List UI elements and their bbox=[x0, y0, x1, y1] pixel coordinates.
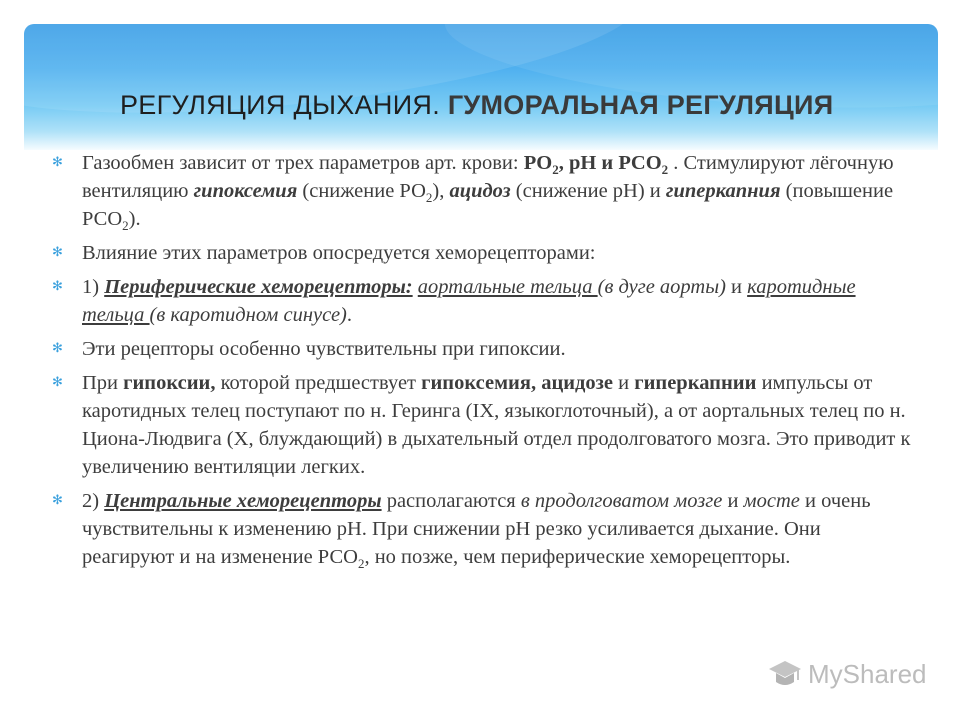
title-part2: ГУМОРАЛЬНАЯ РЕГУЛЯЦИЯ bbox=[447, 90, 834, 120]
text-run: (снижение рН) и bbox=[510, 180, 666, 202]
bullet-item bbox=[52, 273, 912, 329]
text-run: (снижение РО bbox=[297, 180, 426, 202]
term: Периферические хеморецепторы: bbox=[104, 276, 413, 298]
text-run: 2) bbox=[82, 490, 105, 512]
text-run: При bbox=[82, 372, 124, 394]
term: гиперкапния bbox=[665, 180, 781, 202]
text-run: ). bbox=[128, 208, 141, 230]
text-run: 1) bbox=[82, 276, 105, 298]
text-run: Газообмен зависит от трех параметров арт. крови: bbox=[82, 152, 524, 174]
text-run: . Стимулируют лёгочную вентиляцию bbox=[82, 152, 894, 202]
title-banner bbox=[24, 24, 938, 150]
slide-title bbox=[120, 90, 833, 121]
text-run: Эти рецепторы особенно чувствительны при гипоксии. bbox=[82, 338, 566, 360]
text-run: ), bbox=[432, 180, 450, 202]
term: гипоксии, bbox=[123, 372, 216, 394]
text-run: располагаются bbox=[381, 490, 521, 512]
term: ацидоз bbox=[449, 180, 511, 202]
bullet-item bbox=[52, 239, 912, 267]
text-run: PO bbox=[523, 152, 553, 174]
subscript: 2 bbox=[425, 190, 433, 206]
subscript: 2 bbox=[122, 218, 129, 234]
bullet-item bbox=[52, 369, 912, 481]
text-run: (повышение РСО bbox=[82, 180, 894, 230]
term: аортальные тельца bbox=[417, 276, 598, 298]
bullet-item bbox=[52, 149, 912, 233]
bullet-icon: ✻ bbox=[52, 279, 63, 294]
bullet-item bbox=[52, 487, 912, 571]
subscript: 2 bbox=[357, 556, 365, 572]
term: каротидные тельца bbox=[82, 276, 856, 326]
text-run: (в дуге аорты) bbox=[597, 276, 726, 298]
term: мосте bbox=[743, 490, 800, 512]
bullet-icon: ✻ bbox=[52, 341, 63, 356]
term: гиперкапнии bbox=[634, 372, 757, 394]
term: в продолговатом мозге bbox=[520, 490, 723, 512]
bullet-item bbox=[52, 335, 912, 363]
text-run: и bbox=[613, 372, 635, 394]
text-run: Влияние этих параметров опосредуется хеморецепторами: bbox=[82, 242, 596, 264]
text-run: , но позже, чем периферические хеморецепторы. bbox=[364, 546, 791, 568]
term: Центральные хеморецепторы bbox=[104, 490, 382, 512]
term: гипоксемия bbox=[193, 180, 298, 202]
text-run: и очень чувствительны к изменению рН. При снижении рН резко усиливается дыхание. Они реагируют и на изменение РСО bbox=[82, 490, 871, 568]
text-run: (в каротидном синусе) bbox=[149, 304, 347, 326]
text-run: . bbox=[346, 304, 352, 326]
text-run: и bbox=[725, 276, 748, 298]
watermark-text: MyShared bbox=[808, 658, 927, 689]
title-part1: РЕГУЛЯЦИЯ ДЫХАНИЯ. bbox=[120, 90, 440, 120]
bullet-icon: ✻ bbox=[52, 493, 63, 508]
bullet-icon: ✻ bbox=[52, 245, 63, 260]
bullet-icon: ✻ bbox=[52, 155, 63, 170]
text-run: и bbox=[722, 490, 744, 512]
watermark bbox=[768, 658, 927, 690]
text-run: импульсы от каротидных телец поступают по н. Геринга (IX, языкоглоточный), а от аортальных телец по н. Циона-Людвига (X, блуждающий) в дыхательный отдел продолговатого мозга. Это приводит к увеличению вентиляции легких. bbox=[82, 372, 911, 478]
subscript: 2 bbox=[552, 162, 559, 178]
slide-body bbox=[52, 149, 912, 571]
bullet-icon: ✻ bbox=[52, 375, 63, 390]
text-run: которой предшествует bbox=[215, 372, 422, 394]
term: гипоксемия, ацидозе bbox=[421, 372, 614, 394]
mortarboard-icon bbox=[768, 658, 802, 690]
text-run: , pH и PCO bbox=[558, 152, 662, 174]
subscript: 2 bbox=[661, 162, 669, 178]
